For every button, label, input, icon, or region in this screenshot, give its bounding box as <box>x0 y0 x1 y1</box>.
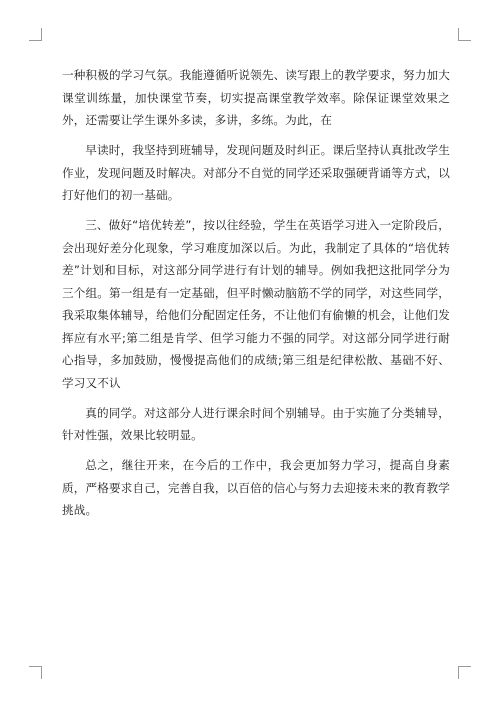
crop-mark-bottom-right <box>458 666 471 679</box>
paragraph-1: 一种积极的学习气氛。我能遵循听说领先、读写跟上的教学要求，努力加大课堂训练量，加快课堂节奏，切实提高课堂教学效率。除保证课堂效果之外，还需要让学生课外多读，多讲，多练。为此，在 <box>62 68 450 127</box>
paragraph-5: 总之，继往开来，在今后的工作中，我会更加努力学习，提高自身素质，严格要求自己，完善自我，以百倍的信心与努力去迎接未来的教育教学挑战。 <box>62 458 450 517</box>
crop-mark-top-right <box>458 28 471 41</box>
paragraph-2: 早读时，我坚持到班辅导，发现问题及时纠正。课后坚持认真批改学生作业，发现问题及时解决。对部分不自觉的同学还采取强硬背诵等方式，以打好他们的初一基础。 <box>62 143 450 202</box>
crop-mark-top-left <box>29 28 42 41</box>
paragraph-3: 三、做好“培优转差”，按以往经验，学生在英语学习进入一定阶段后，会出现好差分化现象，学习难度加深以后。为此，我制定了具体的“培优转差”计划和目标，对这部分同学进行有计划的辅导。例如我把这批同学分为三个组。第一组是有一定基础，但平时懒动脑筋不学的同学，对这些同学，我采取集体辅导，给他们分配固定任务，不让他们有偷懒的机会，让他们发挥应有水平;第二组是肯学、但学习能力不强的同学。对这部分同学进行耐心指导，多加鼓励，慢慢提高他们的成绩;第三组是纪律松散、基础不好、学习又不认 <box>62 218 450 390</box>
document-body <box>62 64 450 529</box>
crop-mark-bottom-left <box>29 666 42 679</box>
paragraph-4: 真的同学。对这部分人进行课余时间个别辅导。由于实施了分类辅导，针对性强，效果比较明显。 <box>62 405 450 442</box>
